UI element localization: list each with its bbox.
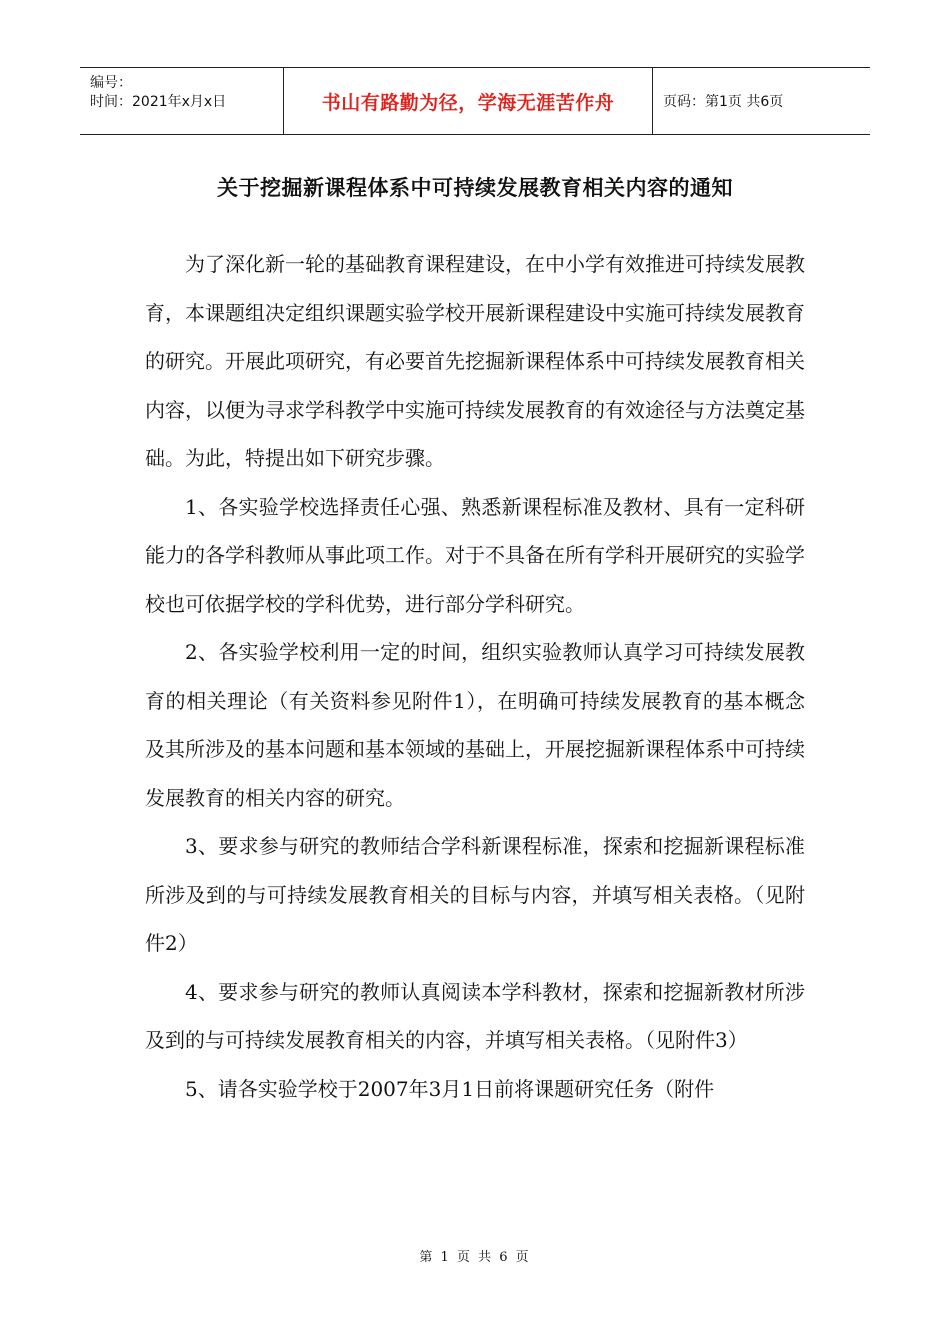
document-number-label: 编号： bbox=[90, 75, 132, 91]
header-page-info: 页码：第1页 共6页 bbox=[663, 94, 784, 110]
document-body bbox=[145, 240, 805, 1113]
document-time-label: 时间：2021年x月x日 bbox=[90, 94, 227, 110]
paragraph-step-2: 2、各实验学校利用一定的时间，组织实验教师认真学习可持续发展教育的相关理论（有关资料参见附件1），在明确可持续发展教育的基本概念及其所涉及的基本问题和基本领域的基础上，开展挖掘新课程体系中可持续发展教育的相关内容的研究。 bbox=[145, 640, 805, 810]
header-table bbox=[80, 67, 870, 135]
header-motto: 书山有路勤为径，学海无涯苦作舟 bbox=[283, 68, 653, 134]
paragraph-step-3: 3、要求参与研究的教师结合学科新课程标准，探索和挖掘新课程标准所涉及到的与可持续发展教育相关的目标与内容，并填写相关表格。（见附件2） bbox=[145, 834, 805, 955]
paragraph-step-4: 4、要求参与研究的教师认真阅读本学科教材，探索和挖掘新教材所涉及到的与可持续发展教育相关的内容，并填写相关表格。（见附件3） bbox=[145, 979, 805, 1052]
paragraph-step-5: 5、请各实验学校于2007年3月1日前将课题研究任务（附件 bbox=[185, 1076, 715, 1101]
document-title: 关于挖掘新课程体系中可持续发展教育相关内容的通知 bbox=[217, 175, 733, 200]
paragraph-step-1: 1、各实验学校选择责任心强、熟悉新课程标准及教材、具有一定科研能力的各学科教师从事此项工作。对于不具备在所有学科开展研究的实验学校也可依据学校的学科优势，进行部分学科研究。 bbox=[145, 494, 805, 616]
page-footer: 第 1 页 共 6 页 bbox=[419, 1250, 531, 1265]
header-meta bbox=[80, 68, 283, 134]
paragraph-intro: 为了深化新一轮的基础教育课程建设，在中小学有效推进可持续发展教育，本课题组决定组织课题实验学校开展新课程建设中实施可持续发展教育的研究。开展此项研究，有必要首先挖掘新课程体系中可持续发展教育相关内容，以便为寻求学科教学中实施可持续发展教育的有效途径与方法奠定基础。为此，特提出如下研究步骤。 bbox=[145, 252, 805, 470]
